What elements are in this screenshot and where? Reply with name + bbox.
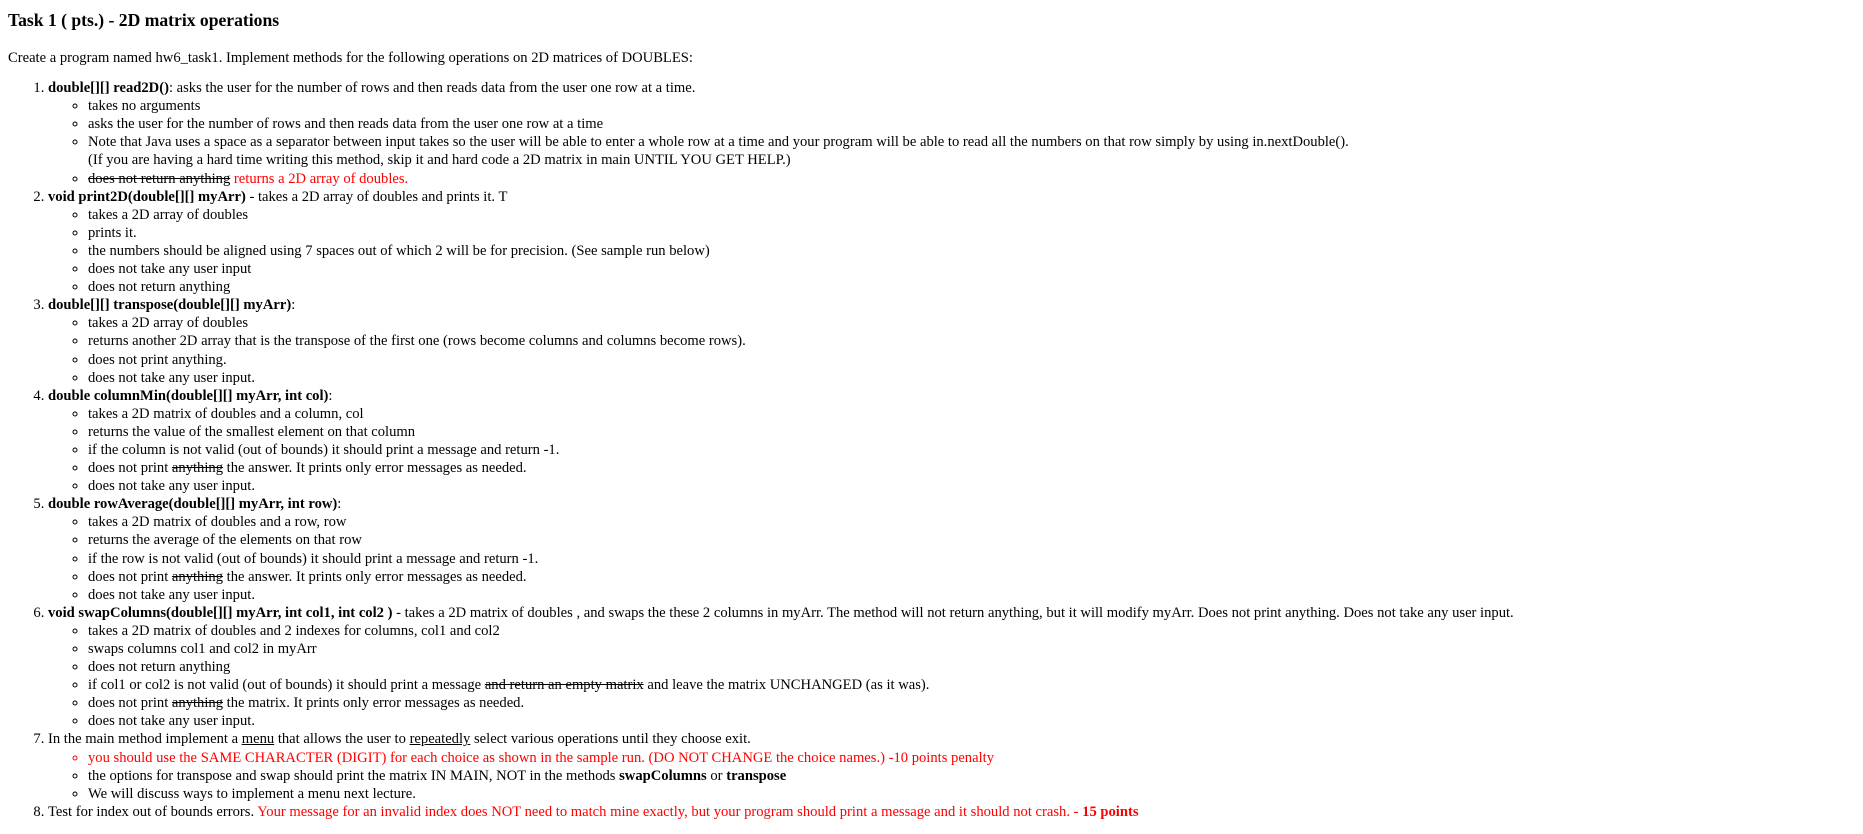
list-item-menu [48, 730, 1863, 802]
text: the answer. It prints only error messages as needed. [226, 568, 527, 585]
list-item: ◦ asks the user for the number of rows and then reads data from the user one row at a time [88, 115, 1863, 133]
text: does not print [88, 695, 169, 712]
list-item: ◦ the numbers should be aligned using 7 spaces out of which 2 will be for precision. (See sample run below) [88, 242, 1863, 260]
list-item-transpose [48, 296, 1863, 386]
list-item [88, 568, 1863, 586]
list-item: ◦ takes a 2D matrix of doubles and a column, col [88, 405, 1863, 423]
sub-list [48, 206, 1863, 296]
text: the matrix. It prints only error messages as needed. [226, 695, 525, 712]
list-item-columnmin [48, 387, 1863, 496]
list-item: ◦ takes a 2D matrix of doubles and 2 indexes for columns, col1 and col2 [88, 622, 1863, 640]
text: select various operations until they choose exit. [474, 731, 751, 748]
menu-term: menu [241, 731, 275, 748]
method-signature: void print2D(double[][] myArr) [48, 188, 246, 205]
struck-text: anything [171, 460, 223, 477]
struck-text: anything [171, 695, 223, 712]
list-item [88, 767, 1863, 785]
list-item [88, 133, 1863, 169]
list-item: ◦ does not return anything [88, 658, 1863, 676]
struck-text: anything [171, 568, 223, 585]
method-description: - takes a 2D array of doubles and prints it. T [245, 188, 508, 205]
method-description: : [291, 297, 296, 314]
method-name: swapColumns [619, 767, 707, 784]
sub-list [48, 97, 1863, 187]
method-signature: double[][] read2D() [48, 80, 169, 97]
text: does not print [88, 460, 169, 477]
list-item: ◦ takes a 2D matrix of doubles and a row, row [88, 513, 1863, 531]
list-item: ◦ does not take any user input. [88, 712, 1863, 730]
list-item: ◦ swaps columns col1 and col2 in myArr [88, 640, 1863, 658]
red-note: Your message for an invalid index does NOT need to match mine exactly, but your program should print a message and it should not crash. - [257, 803, 1079, 820]
text: In the main method implement a [48, 731, 239, 748]
list-item: ◦ does not take any user input. [88, 369, 1863, 387]
struck-text: does not return anything [88, 170, 231, 187]
list-item: ◦ does not print anything. [88, 351, 1863, 369]
note-text: Note that Java uses a space as a separator between input takes so the user will be able to enter a whole row at a time and your program will be able to read all the numbers on that row simply by using in.nextDouble(). [88, 134, 1349, 151]
list-item-swapcolumns [48, 604, 1863, 731]
list-item [88, 170, 1863, 188]
sub-list [48, 749, 1863, 803]
text: if col1 or col2 is not valid (out of bounds) it should print a message [88, 677, 482, 694]
sub-list [48, 405, 1863, 495]
list-item-bounds-test [48, 803, 1863, 821]
method-description: - takes a 2D matrix of doubles , and swaps the these 2 columns in myArr. The method will not return anything, but it will modify myArr. Does not print anything. Does not take any user input. [392, 604, 1514, 621]
task-intro: Create a program named hw6_task1. Implement methods for the following operations on 2D matrices of DOUBLES: [8, 50, 693, 66]
sub-list [48, 622, 1863, 731]
text: that allows the user to [277, 731, 406, 748]
method-signature: void swapColumns(double[][] myArr, int col1, int col2 ) [48, 604, 393, 621]
text: the options for transpose and swap should print the matrix IN MAIN, NOT in the methods [88, 767, 616, 784]
list-item: ◦ if the column is not valid (out of bounds) it should print a message and return -1. [88, 441, 1863, 459]
text: does not print [88, 568, 169, 585]
text: or [710, 767, 723, 784]
correction-text: returns a 2D array of doubles. [233, 170, 409, 187]
text: the answer. It prints only error messages as needed. [226, 460, 527, 477]
method-signature: double columnMin(double[][] myArr, int col) [48, 387, 329, 404]
struck-text: and return an empty matrix [484, 677, 644, 694]
help-note: (If you are having a hard time writing this method, skip it and hard code a 2D matrix in main UNTIL YOU GET HELP.) [88, 152, 791, 169]
method-description: : [337, 496, 342, 513]
list-item-read2d [48, 79, 1863, 188]
list-item: ◦ returns the value of the smallest element on that column [88, 423, 1863, 441]
list-item: ◦ returns the average of the elements on that row [88, 531, 1863, 549]
list-item: ◦ if the row is not valid (out of bounds) it should print a message and return -1. [88, 550, 1863, 568]
method-description: : [328, 387, 333, 404]
list-item: ◦ takes a 2D array of doubles [88, 206, 1863, 224]
text: and leave the matrix UNCHANGED (as it was). [647, 677, 930, 694]
list-item-print2d [48, 188, 1863, 297]
list-item: ◦ does not take any user input. [88, 586, 1863, 604]
repeatedly-term: repeatedly [409, 731, 471, 748]
list-item [88, 676, 1863, 694]
list-item: ◦ takes a 2D array of doubles [88, 314, 1863, 332]
method-signature: double rowAverage(double[][] myArr, int row) [48, 496, 338, 513]
text: Test for index out of bounds errors. [48, 803, 255, 820]
list-item-rowaverage [48, 495, 1863, 604]
list-item: ◦ returns another 2D array that is the transpose of the first one (rows become columns and columns become rows). [88, 332, 1863, 350]
method-name: transpose [726, 767, 787, 784]
list-item: ◦ takes no arguments [88, 97, 1863, 115]
operations-list [8, 79, 1863, 821]
task-title: Task 1 ( pts.) - 2D matrix operations [8, 10, 280, 30]
list-item: ◦ does not return anything [88, 278, 1863, 296]
list-item: ◦ We will discuss ways to implement a menu next lecture. [88, 785, 1863, 803]
sub-list [48, 513, 1863, 603]
penalty-note: ◦ you should use the SAME CHARACTER (DIGIT) for each choice as shown in the sample run. (DO NOT CHANGE the choice names.) -10 points penalty [88, 749, 1863, 767]
method-signature: double[][] transpose(double[][] myArr) [48, 297, 292, 314]
list-item [88, 694, 1863, 712]
list-item [88, 459, 1863, 477]
list-item: ◦ prints it. [88, 224, 1863, 242]
method-description: : asks the user for the number of rows and then reads data from the user one row at a time. [168, 80, 696, 97]
list-item: ◦ does not take any user input [88, 260, 1863, 278]
list-item: ◦ does not take any user input. [88, 477, 1863, 495]
sub-list [48, 314, 1863, 386]
points-label: 15 points [1082, 803, 1139, 820]
